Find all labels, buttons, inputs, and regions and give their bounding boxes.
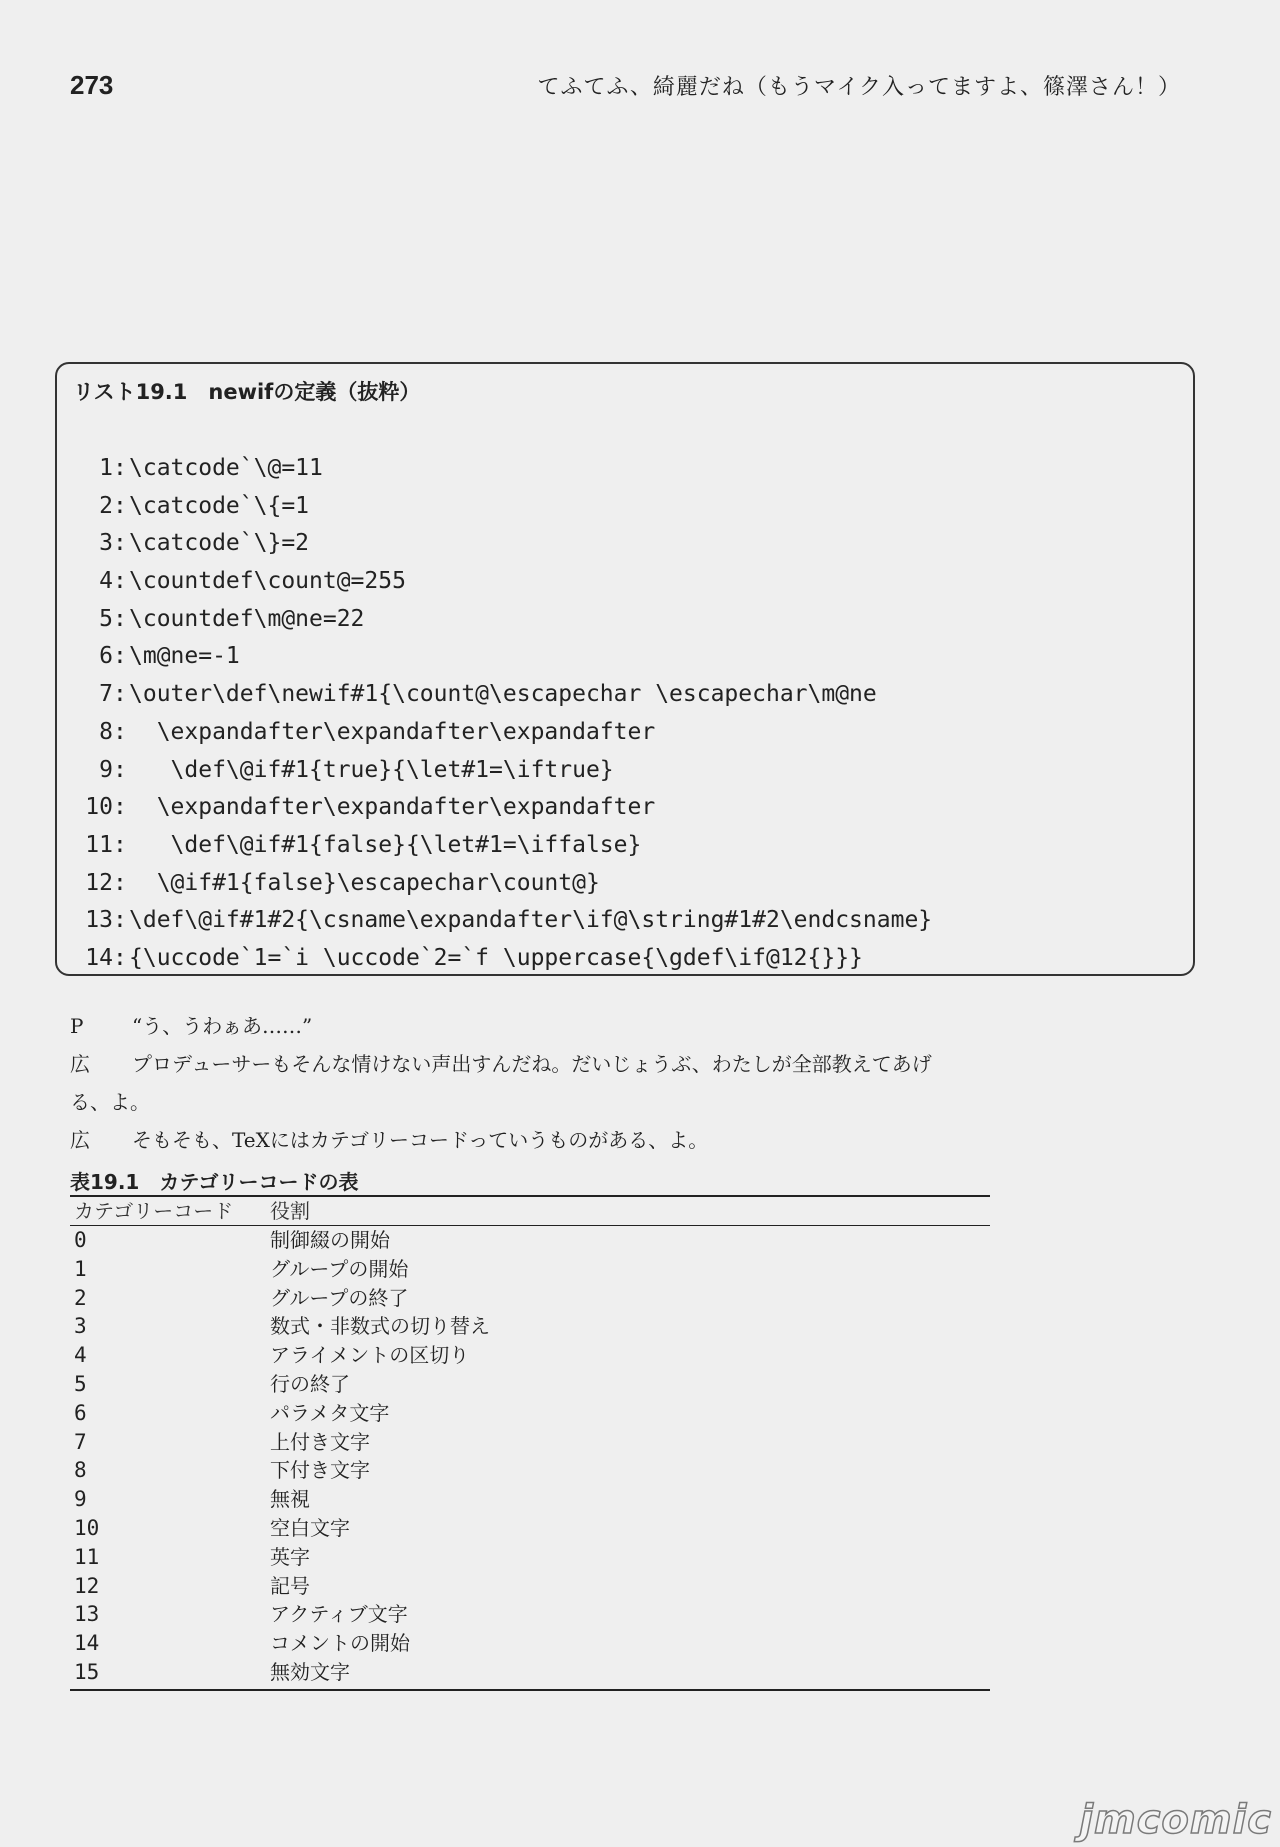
- code-line: [57, 450, 932, 488]
- line-number: 3: [99, 530, 113, 557]
- line-colon: :: [113, 492, 127, 519]
- code-line: [57, 488, 932, 526]
- role-cell: 英字: [270, 1544, 310, 1569]
- dialogue-line: [70, 1083, 1000, 1121]
- role-cell: 数式・非数式の切り替え: [270, 1314, 490, 1339]
- table-row: [70, 1226, 990, 1255]
- speaker-label: 広: [70, 1052, 90, 1076]
- table-row: [70, 1485, 990, 1514]
- watermark-logo: jmcomic: [1079, 1797, 1272, 1843]
- code-line: [57, 865, 932, 903]
- line-number: 2: [99, 492, 113, 519]
- role-cell: 行の終了: [270, 1371, 350, 1396]
- dialogue-text: “う、うわぁあ……”: [132, 1014, 313, 1038]
- dialogue-line: [70, 1007, 1000, 1045]
- category-code-cell: 5: [74, 1371, 87, 1396]
- line-colon: :: [113, 831, 127, 858]
- code-lines: [57, 450, 932, 978]
- line-colon: :: [113, 869, 127, 896]
- page-number: 273: [70, 70, 114, 100]
- line-number: 9: [99, 756, 113, 783]
- code-text: \def\@if#1{false}{\let#1=\iffalse}: [129, 831, 642, 858]
- code-line: [57, 601, 932, 639]
- code-text: \@if#1{false}\escapechar\count@}: [129, 869, 600, 896]
- listing-caption: リスト19.1 newifの定義（抜粋）: [73, 380, 421, 404]
- category-code-cell: 4: [74, 1343, 87, 1368]
- category-code-cell: 12: [74, 1573, 100, 1598]
- line-number: 5: [99, 605, 113, 632]
- category-code-cell: 14: [74, 1631, 100, 1656]
- table-row: [70, 1341, 990, 1370]
- table-header-row: [70, 1197, 990, 1226]
- category-code-cell: 7: [74, 1429, 87, 1454]
- header-category-code: カテゴリーコード: [74, 1199, 234, 1223]
- role-cell: 空白文字: [270, 1515, 350, 1540]
- table-row: [70, 1370, 990, 1399]
- code-line: [57, 940, 932, 978]
- line-number: 8: [99, 718, 113, 745]
- line-colon: :: [113, 455, 127, 481]
- speaker-label: 広: [70, 1128, 90, 1152]
- line-colon: :: [113, 605, 127, 632]
- table-row: [70, 1428, 990, 1457]
- role-cell: アクティブ文字: [270, 1602, 408, 1627]
- table-caption: 表19.1 カテゴリーコードの表: [70, 1170, 359, 1194]
- category-code-cell: 11: [74, 1544, 100, 1569]
- code-text: \countdef\m@ne=22: [129, 605, 365, 632]
- table-row: [70, 1255, 990, 1284]
- line-colon: :: [113, 530, 127, 557]
- table-row: [70, 1312, 990, 1341]
- line-number: 4: [99, 568, 113, 595]
- category-code-cell: 9: [74, 1487, 87, 1512]
- line-number: 12: [85, 869, 113, 896]
- dialogue-line: [70, 1121, 1000, 1159]
- table-row: [70, 1572, 990, 1601]
- line-number: 10: [85, 794, 113, 821]
- category-code-cell: 2: [74, 1285, 87, 1310]
- code-text: \expandafter\expandafter\expandafter: [129, 718, 656, 745]
- code-text: \m@ne=-1: [129, 643, 240, 670]
- line-colon: :: [113, 718, 127, 745]
- role-cell: 制御綴の開始: [270, 1228, 390, 1252]
- table-row: [70, 1543, 990, 1572]
- category-code-cell: 6: [74, 1400, 87, 1425]
- running-head: てふてふ、綺麗だね（もうマイク入ってますよ、篠澤さん！）: [537, 75, 1181, 100]
- code-text: \def\@if#1#2{\csname\expandafter\if@\string#1#2\endcsname}: [129, 907, 933, 934]
- category-code-cell: 15: [74, 1659, 100, 1684]
- category-code-cell: 13: [74, 1602, 100, 1627]
- role-cell: 上付き文字: [270, 1429, 370, 1454]
- role-cell: グループの開始: [270, 1256, 409, 1281]
- line-colon: :: [113, 643, 127, 670]
- code-line: [57, 827, 932, 865]
- table-bottom-rule: [70, 1689, 990, 1691]
- category-code-cell: 8: [74, 1458, 87, 1483]
- dialogue-text: プロデューサーもそんな情けない声出すんだね。だいじょうぶ、わたしが全部教えてあげ: [132, 1052, 932, 1076]
- line-colon: :: [113, 756, 127, 783]
- code-listing: [55, 362, 1195, 976]
- dialogue-block: [70, 1007, 1000, 1159]
- line-number: 11: [85, 831, 113, 858]
- dialogue-line: [70, 1045, 1000, 1083]
- header-role: 役割: [270, 1199, 310, 1223]
- code-line: [57, 525, 932, 563]
- line-colon: :: [113, 944, 127, 971]
- role-cell: 無効文字: [270, 1659, 350, 1684]
- table-row: [70, 1658, 990, 1687]
- category-code-cell: 3: [74, 1314, 87, 1339]
- line-colon: :: [113, 794, 127, 821]
- code-line: [57, 676, 932, 714]
- code-line: [57, 638, 932, 676]
- category-code-table: [70, 1195, 990, 1691]
- code-line: [57, 563, 932, 601]
- role-cell: アライメントの区切り: [270, 1343, 470, 1368]
- dialogue-text: る、よ。: [70, 1090, 150, 1114]
- code-text: \expandafter\expandafter\expandafter: [129, 794, 656, 821]
- code-text: \catcode`\@=11: [129, 455, 323, 481]
- code-text: \outer\def\newif#1{\count@\escapechar \escapechar\m@ne: [129, 681, 877, 708]
- table-row: [70, 1399, 990, 1428]
- speaker-label: P: [70, 1014, 84, 1038]
- category-code-cell: 0: [74, 1228, 87, 1252]
- table-row: [70, 1629, 990, 1658]
- code-text: \def\@if#1{true}{\let#1=\iftrue}: [129, 756, 614, 783]
- line-number: 1: [99, 455, 113, 481]
- code-line: [57, 752, 932, 790]
- line-colon: :: [113, 681, 127, 708]
- code-line: [57, 789, 932, 827]
- line-colon: :: [113, 568, 127, 595]
- table-row: [70, 1284, 990, 1313]
- code-text: \catcode`\}=2: [129, 530, 310, 557]
- line-number: 14: [85, 944, 113, 971]
- role-cell: パラメタ文字: [270, 1400, 390, 1425]
- code-text: \countdef\count@=255: [129, 568, 406, 595]
- role-cell: コメントの開始: [270, 1631, 410, 1656]
- code-text: \catcode`\{=1: [129, 492, 310, 519]
- table-row: [70, 1600, 990, 1629]
- dialogue-text: そもそも、TeXにはカテゴリーコードっていうものがある、よ。: [132, 1128, 709, 1152]
- line-number: 13: [85, 907, 113, 934]
- code-line: [57, 902, 932, 940]
- line-number: 7: [99, 681, 113, 708]
- role-cell: 下付き文字: [270, 1458, 370, 1483]
- code-text: {\uccode`1=`i \uccode`2=`f \uppercase{\gdef\if@12{}}}: [129, 944, 863, 971]
- category-code-cell: 10: [74, 1515, 100, 1540]
- role-cell: グループの終了: [270, 1285, 409, 1310]
- table-body: [70, 1226, 990, 1687]
- category-code-cell: 1: [74, 1256, 87, 1281]
- line-colon: :: [113, 907, 127, 934]
- role-cell: 無視: [270, 1487, 310, 1512]
- line-number: 6: [99, 643, 113, 670]
- role-cell: 記号: [270, 1573, 310, 1598]
- table-row: [70, 1456, 990, 1485]
- table-row: [70, 1514, 990, 1543]
- code-line: [57, 714, 932, 752]
